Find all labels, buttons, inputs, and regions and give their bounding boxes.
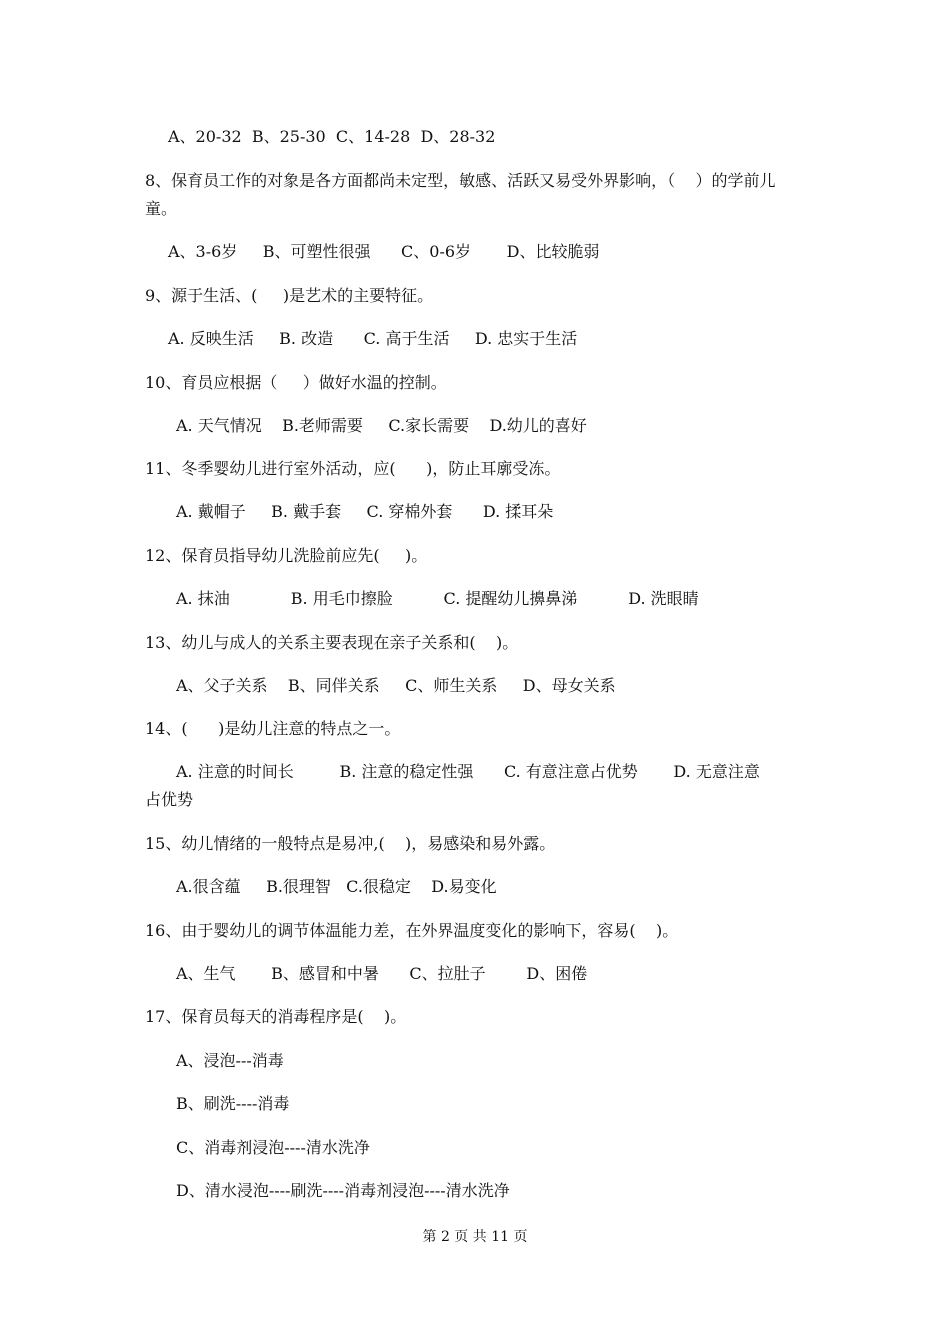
q13-options: A、父子关系 B、同伴关系 C、师生关系 D、母女关系 [176, 676, 616, 695]
q17-option-b: B、刷洗----消毒 [176, 1094, 290, 1113]
page-footer: 第 2 页 共 11 页 [422, 1229, 528, 1245]
q12-text: 12、保育员指导幼儿洗脸前应先( )。 [145, 546, 428, 565]
q9-text: 9、源于生活、( )是艺术的主要特征。 [145, 286, 434, 305]
q10-options: A. 天气情况 B.老师需要 C.家长需要 D.幼儿的喜好 [176, 416, 587, 435]
q12-options: A. 抹油 B. 用毛巾擦脸 C. 提醒幼儿擤鼻涕 D. 洗眼睛 [176, 589, 699, 608]
q14-text: 14、( )是幼儿注意的特点之一。 [145, 719, 401, 738]
q16-text: 16、由于婴幼儿的调节体温能力差，在外界温度变化的影响下，容易( )。 [145, 921, 679, 940]
q8-text-cont: 童。 [145, 199, 178, 218]
q15-text: 15、幼儿情绪的一般特点是易冲,( )，易感染和易外露。 [145, 834, 556, 853]
q11-text: 11、冬季婴幼儿进行室外活动，应( )，防止耳廓受冻。 [145, 459, 561, 478]
q8-options: A、3-6岁 B、可塑性很强 C、0-6岁 D、比较脆弱 [168, 242, 600, 261]
q17-option-d: D、清水浸泡----刷洗----消毒剂浸泡----清水洗净 [176, 1181, 510, 1200]
q10-text: 10、育员应根据（ ）做好水温的控制。 [145, 373, 447, 392]
q17-option-a: A、浸泡---消毒 [176, 1051, 284, 1070]
q17-option-c: C、消毒剂浸泡----清水洗净 [176, 1138, 370, 1157]
q11-options: A. 戴帽子 B. 戴手套 C. 穿棉外套 D. 揉耳朵 [176, 502, 554, 521]
q14-options: A. 注意的时间长 B. 注意的稳定性强 C. 有意注意占优势 D. 无意注意 [176, 762, 760, 781]
q13-text: 13、幼儿与成人的关系主要表现在亲子关系和( )。 [145, 633, 519, 652]
q8-text: 8、保育员工作的对象是各方面都尚未定型，敏感、活跃又易受外界影响，（ ）的学前儿 [145, 171, 776, 190]
q14-options-cont: 占优势 [145, 790, 194, 809]
q15-options: A.很含蕴 B.很理智 C.很稳定 D.易变化 [176, 877, 497, 896]
q17-text: 17、保育员每天的消毒程序是( )。 [145, 1007, 407, 1026]
q7-options: A、20-32 B、25-30 C、14-28 D、28-32 [168, 127, 496, 146]
q9-options: A. 反映生活 B. 改造 C. 高于生活 D. 忠实于生活 [168, 329, 578, 348]
q16-options: A、生气 B、感冒和中暑 C、拉肚子 D、困倦 [176, 964, 588, 983]
